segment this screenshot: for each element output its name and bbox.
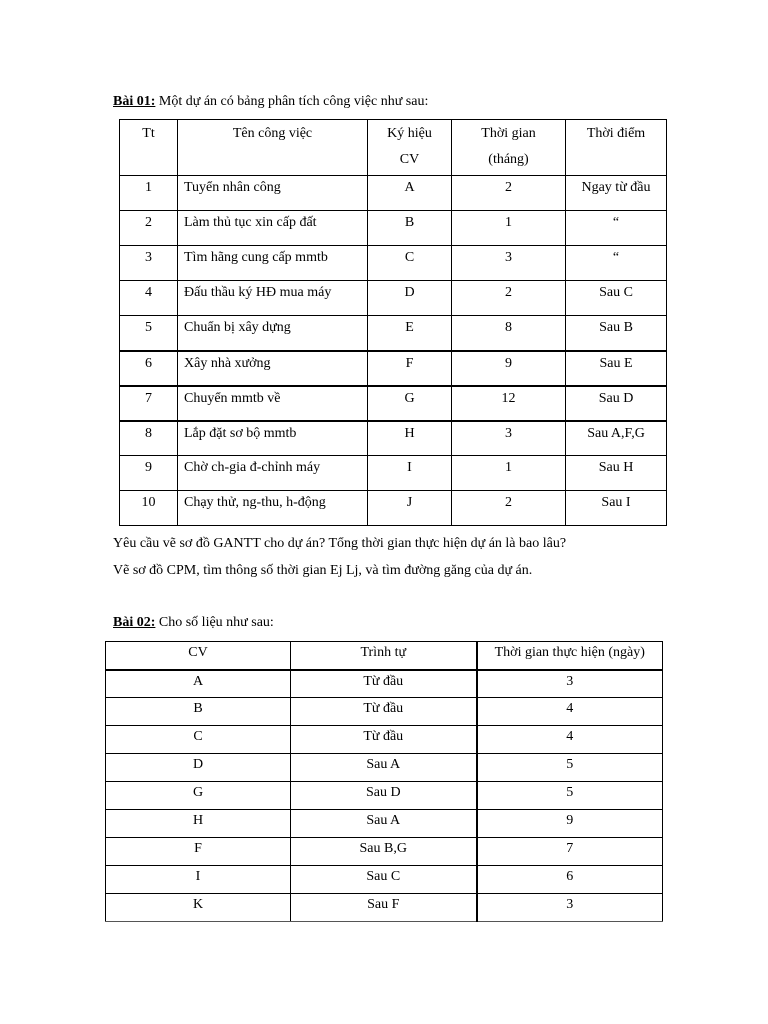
cell-thoi-gian: 5 [477, 754, 663, 782]
cell-tt: 2 [120, 211, 178, 246]
cell-ten: Đấu thầu ký HĐ mua máy [178, 281, 368, 316]
cell-trinh-tu: Sau A [291, 754, 477, 782]
cell-thoi-diem: Sau I [566, 491, 667, 526]
cell-thoi-gian: 2 [452, 281, 566, 316]
table-row [120, 281, 667, 316]
cell-thoi-diem: Sau D [566, 386, 667, 421]
header-ky-hieu-line2: CV [399, 152, 420, 167]
cell-thoi-diem: Sau C [566, 281, 667, 316]
cell-trinh-tu: Từ đầu [291, 726, 477, 754]
bai01-question-1: Yêu cầu vẽ sơ đồ GANTT cho dự án? Tổng thời gian thực hiện dự án là bao lâu? [113, 536, 567, 551]
cell-thoi-diem: Sau E [566, 351, 667, 386]
bai01-heading [113, 94, 428, 110]
header-tt: Tt [120, 120, 178, 176]
cell-thoi-gian: 3 [452, 421, 566, 456]
cell-cv: D [106, 754, 291, 782]
cell-thoi-diem: “ [566, 211, 667, 246]
cell-ten: Xây nhà xưởng [178, 351, 368, 386]
cell-ky-hieu: G [368, 386, 452, 421]
cell-thoi-diem: Sau A,F,G [566, 421, 667, 456]
cell-ky-hieu: A [368, 176, 452, 211]
table-row [120, 421, 667, 456]
cell-cv: K [106, 894, 291, 922]
cell-cv: G [106, 782, 291, 810]
cell-cv: H [106, 810, 291, 838]
cell-thoi-diem: Sau H [566, 456, 667, 491]
cell-thoi-gian: 1 [452, 211, 566, 246]
header-ky-hieu-line1: Ký hiệu [387, 126, 432, 141]
table-row [120, 386, 667, 421]
header-thoi-gian [452, 120, 566, 176]
cell-thoi-diem: “ [566, 246, 667, 281]
cell-thoi-gian: 7 [477, 838, 663, 866]
cell-cv: A [106, 670, 291, 698]
cell-ky-hieu: J [368, 491, 452, 526]
bai02-header-row [106, 642, 663, 670]
cell-tt: 10 [120, 491, 178, 526]
cell-trinh-tu: Sau D [291, 782, 477, 810]
cell-tt: 5 [120, 316, 178, 351]
bai02-intro: Cho số liệu như sau: [155, 615, 274, 630]
cell-ten: Chuyển mmtb về [178, 386, 368, 421]
cell-trinh-tu: Sau F [291, 894, 477, 922]
header-cv: CV [106, 642, 291, 670]
table-row [106, 698, 663, 726]
cell-ky-hieu: F [368, 351, 452, 386]
bai01-header-row [120, 120, 667, 176]
cell-ten: Làm thủ tục xin cấp đất [178, 211, 368, 246]
bai02-label: Bài 02: [113, 615, 156, 630]
cell-thoi-diem: Sau B [566, 316, 667, 351]
cell-thoi-diem: Ngay từ đầu [566, 176, 667, 211]
cell-thoi-gian: 4 [477, 698, 663, 726]
cell-thoi-gian: 3 [477, 894, 663, 922]
cell-ten: Chạy thử, ng-thu, h-động [178, 491, 368, 526]
cell-thoi-gian: 3 [477, 670, 663, 698]
table-row [120, 491, 667, 526]
cell-thoi-gian: 1 [452, 456, 566, 491]
header-thoi-gian-thuc-hien: Thời gian thực hiện (ngày) [477, 642, 663, 670]
cell-thoi-gian: 2 [452, 491, 566, 526]
bai02-table [105, 641, 663, 922]
table-row [106, 810, 663, 838]
cell-tt: 9 [120, 456, 178, 491]
bai01-question-2: Vẽ sơ đồ CPM, tìm thông số thời gian Ej Lj, và tìm đường găng của dự án. [113, 563, 533, 578]
cell-tt: 6 [120, 351, 178, 386]
table-row [106, 726, 663, 754]
header-ten-cong-viec: Tên công việc [178, 120, 368, 176]
cell-ky-hieu: C [368, 246, 452, 281]
bai02-heading [113, 615, 274, 631]
cell-thoi-gian: 2 [452, 176, 566, 211]
bai01-table [119, 119, 667, 526]
cell-thoi-gian: 8 [452, 316, 566, 351]
table-row [120, 456, 667, 491]
header-ky-hieu [368, 120, 452, 176]
cell-thoi-gian: 4 [477, 726, 663, 754]
table-row [106, 754, 663, 782]
cell-thoi-gian: 3 [452, 246, 566, 281]
table-row [106, 782, 663, 810]
table-row [120, 351, 667, 386]
table-row [120, 246, 667, 281]
cell-trinh-tu: Từ đầu [291, 698, 477, 726]
cell-ky-hieu: D [368, 281, 452, 316]
cell-trinh-tu: Từ đầu [291, 670, 477, 698]
cell-tt: 8 [120, 421, 178, 456]
table-row [106, 894, 663, 922]
cell-thoi-gian: 9 [452, 351, 566, 386]
cell-ten: Tuyển nhân công [178, 176, 368, 211]
table-row [120, 176, 667, 211]
cell-thoi-gian: 5 [477, 782, 663, 810]
cell-thoi-gian: 9 [477, 810, 663, 838]
cell-cv: B [106, 698, 291, 726]
cell-ky-hieu: I [368, 456, 452, 491]
header-thoi-gian-line1: Thời gian [481, 126, 536, 141]
cell-ten: Chờ ch-gia đ-chỉnh máy [178, 456, 368, 491]
cell-ten: Tìm hãng cung cấp mmtb [178, 246, 368, 281]
header-thoi-gian-line2: (tháng) [488, 152, 529, 167]
cell-cv: C [106, 726, 291, 754]
table-row [106, 670, 663, 698]
header-thoi-diem: Thời điểm [566, 120, 667, 176]
cell-ky-hieu: B [368, 211, 452, 246]
table-row [120, 316, 667, 351]
cell-ky-hieu: H [368, 421, 452, 456]
bai01-intro: Một dự án có bảng phân tích công việc như sau: [155, 94, 429, 109]
table-row [106, 866, 663, 894]
table-row [106, 838, 663, 866]
cell-tt: 1 [120, 176, 178, 211]
cell-tt: 7 [120, 386, 178, 421]
cell-trinh-tu: Sau B,G [291, 838, 477, 866]
cell-ten: Lắp đặt sơ bộ mmtb [178, 421, 368, 456]
cell-trinh-tu: Sau C [291, 866, 477, 894]
cell-ten: Chuẩn bị xây dựng [178, 316, 368, 351]
cell-tt: 4 [120, 281, 178, 316]
cell-trinh-tu: Sau A [291, 810, 477, 838]
cell-thoi-gian: 12 [452, 386, 566, 421]
cell-ky-hieu: E [368, 316, 452, 351]
header-trinh-tu: Trình tự [291, 642, 477, 670]
cell-cv: F [106, 838, 291, 866]
bai01-label: Bài 01: [113, 94, 156, 109]
cell-cv: I [106, 866, 291, 894]
cell-tt: 3 [120, 246, 178, 281]
cell-thoi-gian: 6 [477, 866, 663, 894]
table-row [120, 211, 667, 246]
